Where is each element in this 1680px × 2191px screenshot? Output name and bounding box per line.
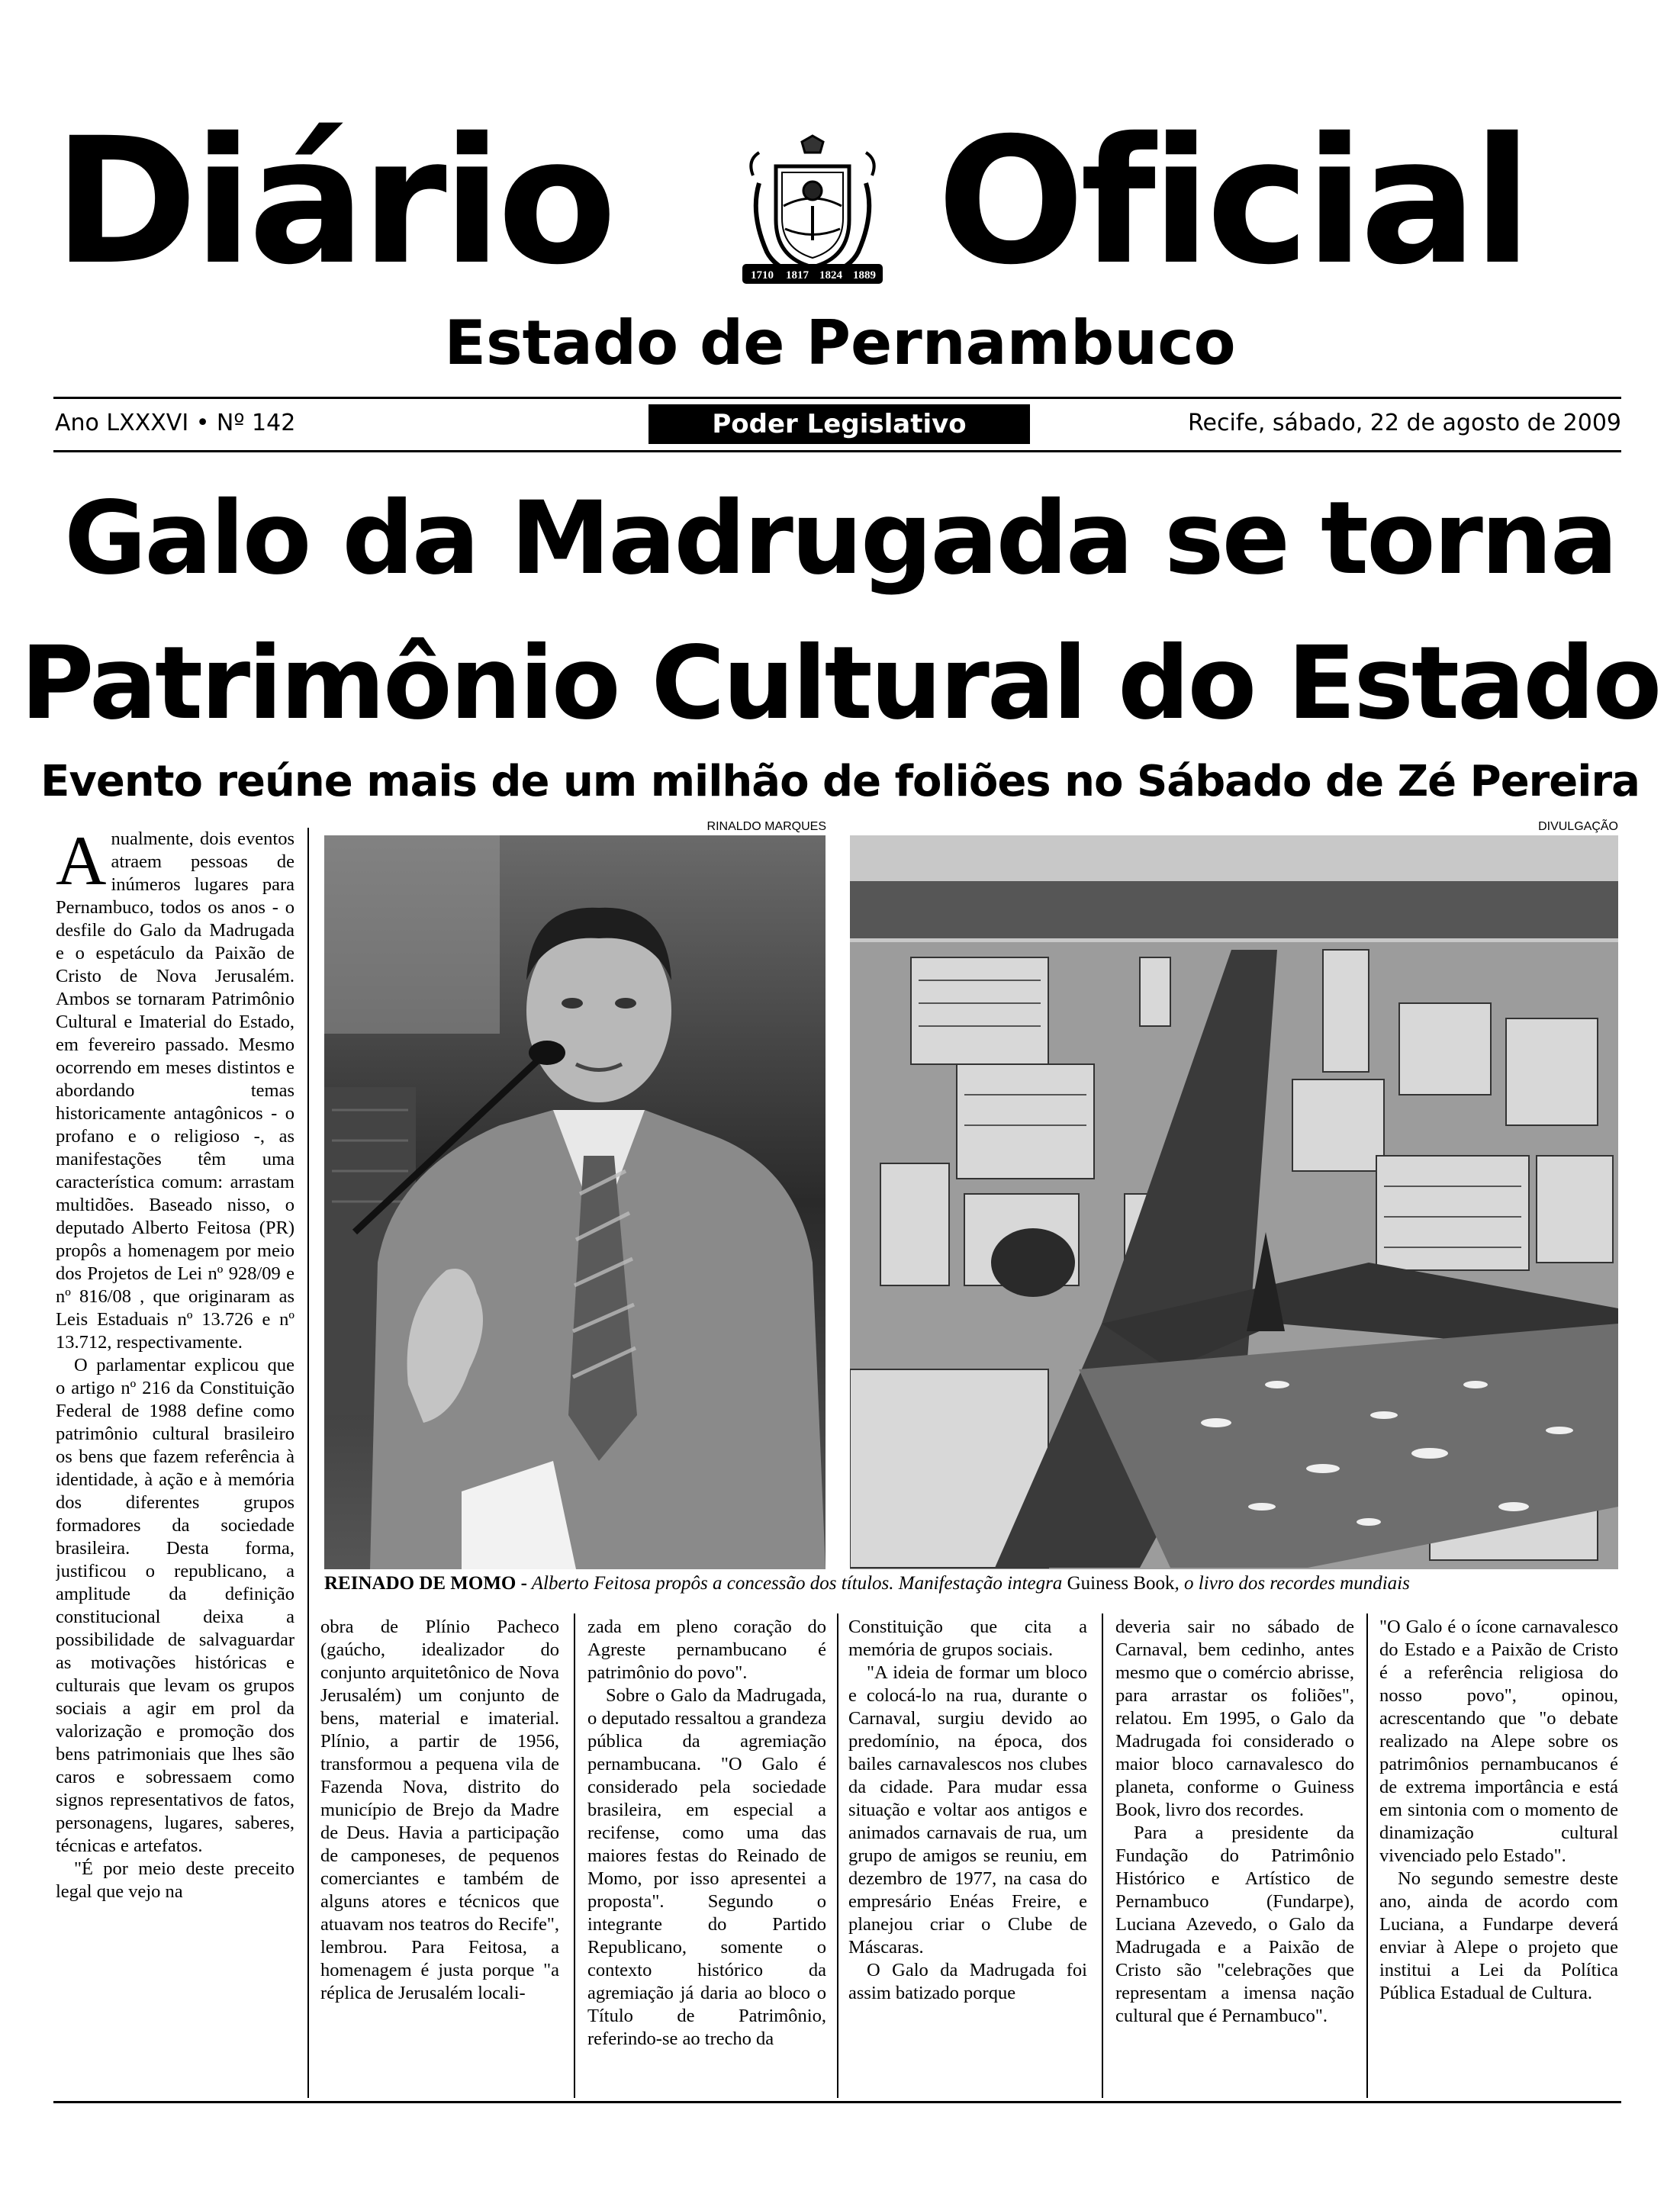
crest-year-4: 1889 (853, 269, 876, 282)
article-paragraph: "A ideia de formar um bloco e colocá-lo na rua, durante o Carnaval, surgiu devido ao predomínio, na época, dos bailes carnavalescos nos clubes da cidade. Para mudar essa situação e voltar aos antigos e animados carnavais de rua, um grupo de amigos se reuniu, em dezembro de 1977, na casa do empresário Enéas Freire, e planejou criar o Clube de Máscaras. (848, 1662, 1087, 1958)
article-paragraph: O Galo da Madrugada foi assim batizado porque (848, 1960, 1087, 2003)
column-divider (837, 1613, 838, 2098)
article-paragraph: Sobre o Galo da Madrugada, o deputado ressaltou a grandeza pública da agremiação pernambucana. "O Galo é considerado pela sociedade brasileira, em especial a recifense, como uma das maiores festas do Reinado de Momo, por isso apresentei a proposta". Segundo o integrante do Partido Republicano, somente o contexto histórico da agremiação já daria ao bloco o Título de Patrimônio, referindo-se ao trecho da (587, 1685, 826, 2049)
photo-caption (324, 1573, 1621, 1594)
article-column-3 (587, 1616, 826, 2098)
headline-deck: Evento reúne mais de um milhão de foliões no Sábado de Zé Pereira (40, 757, 1640, 806)
column-divider (1366, 1613, 1368, 2098)
dateline: Recife, sábado, 22 de agosto de 2009 (1188, 410, 1621, 436)
article-paragraph: nualmente, dois eventos atraem pessoas de inúmeros lugares para Pernambuco, todos os anos - o desfile do Galo da Madrugada e o espetáculo da Paixão de Cristo de Nova Jerusalém. Ambos se tornaram Patrimônio Cultural e Imaterial do Estado, em fevereiro passado. Mesmo ocorrendo em meses distintos e abordando temas historicamente antagônicos - o profano e o religioso -, as manifestações têm uma característica comum: arrastam multidões. Baseado nisso, o deputado Alberto Feitosa (PR) propôs a homenagem por meio dos Projetos de Lei nº 928/09 e nº 816/08 , que originaram as Leis Estaduais nº 13.726 e nº 13.712, respectivamente. (56, 828, 294, 1353)
masthead-rule-bottom (53, 450, 1621, 452)
article-dropcap: A (56, 828, 107, 899)
column-divider (1102, 1613, 1103, 2098)
masthead-title-left: Diário (53, 100, 613, 303)
headline-line-2: Patrimônio Cultural do Estado (20, 625, 1660, 742)
article-paragraph: O parlamentar explicou que o artigo nº 216 da Constituição Federal de 1988 define como patrimônio cultural brasileiro os bens que fazem referência à identidade, à ação e à memória dos diferentes grupos formadores da sociedade brasileira. Desta forma, justificou o republicano, a amplitude da definição constitucional deixa a possibilidade de salvaguardar as motivações históricas e culturais que levam os grupos sociais a agir em prol da valorização e promoção dos bens patrimoniais que lhes são caros e sobressaem como signos representativos de fatos, personagens, lugares, saberes, técnicas e artefatos. (56, 1355, 294, 1856)
state-coat-of-arms-icon (736, 130, 889, 294)
photo-credit-left: RINALDO MARQUES (706, 820, 826, 833)
masthead-title-right: Oficial (937, 100, 1528, 303)
crest-year-3: 1824 (819, 269, 842, 282)
article-column-4 (848, 1616, 1087, 2098)
column-divider (307, 828, 309, 2098)
column-divider (574, 1613, 575, 2098)
headline-line-1: Galo da Madrugada se torna (64, 480, 1616, 597)
article-column-5 (1115, 1616, 1354, 2098)
article-paragraph: deveria sair no sábado de Carnaval, bem cedinho, antes mesmo que o comércio abrisse, para arrastar os foliões", relatou. Em 1995, o Galo da Madrugada foi considerado o maior bloco carnavalesco do planeta, conforme o Guiness Book, livro dos recordes. (1115, 1617, 1354, 1820)
article-column-6 (1379, 1616, 1618, 2098)
masthead-rule-top (53, 397, 1621, 399)
caption-lead: REINADO DE MOMO - (324, 1573, 527, 1594)
speaker-photo (324, 835, 826, 1569)
issue-number: Ano LXXXVI • Nº 142 (55, 410, 296, 436)
article-paragraph: Para a presidente da Fundação do Patrimônio Histórico e Artístico de Pernambuco (Fundarpe), Luciana Azevedo, o Galo da Madrugada e a Paixão de Cristo são "celebrações que representam a imensa nação cultural que é Pernambuco". (1115, 1823, 1354, 2026)
photo-credit-right: DIVULGAÇÃO (1538, 820, 1618, 833)
article-paragraph: Constituição que cita a memória de grupos sociais. (848, 1617, 1087, 1660)
caption-end: , o livro dos recordes mundiais (1174, 1573, 1410, 1594)
masthead-subtitle: Estado de Pernambuco (444, 307, 1236, 378)
article-paragraph: zada em pleno coração do Agreste pernambucano é patrimônio do povo". (587, 1617, 826, 1683)
aerial-crowd-photo (850, 835, 1618, 1569)
crest-year-2: 1817 (786, 269, 809, 282)
caption-text: Alberto Feitosa propôs a concessão dos títulos. Manifestação integra (526, 1573, 1067, 1594)
crest-year-1: 1710 (751, 269, 774, 282)
article-column-2 (320, 1616, 559, 2098)
article-paragraph: "É por meio deste preceito legal que vejo na (56, 1858, 294, 1902)
article-column-1 (56, 828, 294, 2094)
article-paragraph: No segundo semestre deste ano, ainda de acordo com Luciana, a Fundarpe deverá enviar à Alepe o projeto que institui a Lei da Política Pública Estadual de Cultura. (1379, 1868, 1618, 2003)
article-paragraph: "O Galo é o ícone carnavalesco do Estado e a Paixão de Cristo é a referência religiosa do nosso povo", opinou, acrescentando que "o debate realizado na Alepe sobre os patrimônios pernambucanos é de extrema importância e está em sintonia com o momento de dinamização cultural vivenciado pelo Estado". (1379, 1617, 1618, 1866)
section-badge: Poder Legislativo (649, 404, 1030, 444)
caption-book: Guiness Book (1067, 1573, 1175, 1594)
footer-rule (53, 2101, 1621, 2103)
article-paragraph: obra de Plínio Pacheco (gaúcho, idealizador do conjunto arquitetônico de Nova Jerusalém) um conjunto de bens, material e imaterial. Plínio, a partir de 1956, transformou a pequena vila de Fazenda Nova, distrito do município de Brejo da Madre de Deus. Havia a participação de camponeses, de pequenos comerciantes e também de alguns atores e técnicos que atuavam nos teatros do Recife", lembrou. Para Feitosa, a homenagem é justa porque "a réplica de Jerusalém locali- (320, 1617, 559, 2003)
